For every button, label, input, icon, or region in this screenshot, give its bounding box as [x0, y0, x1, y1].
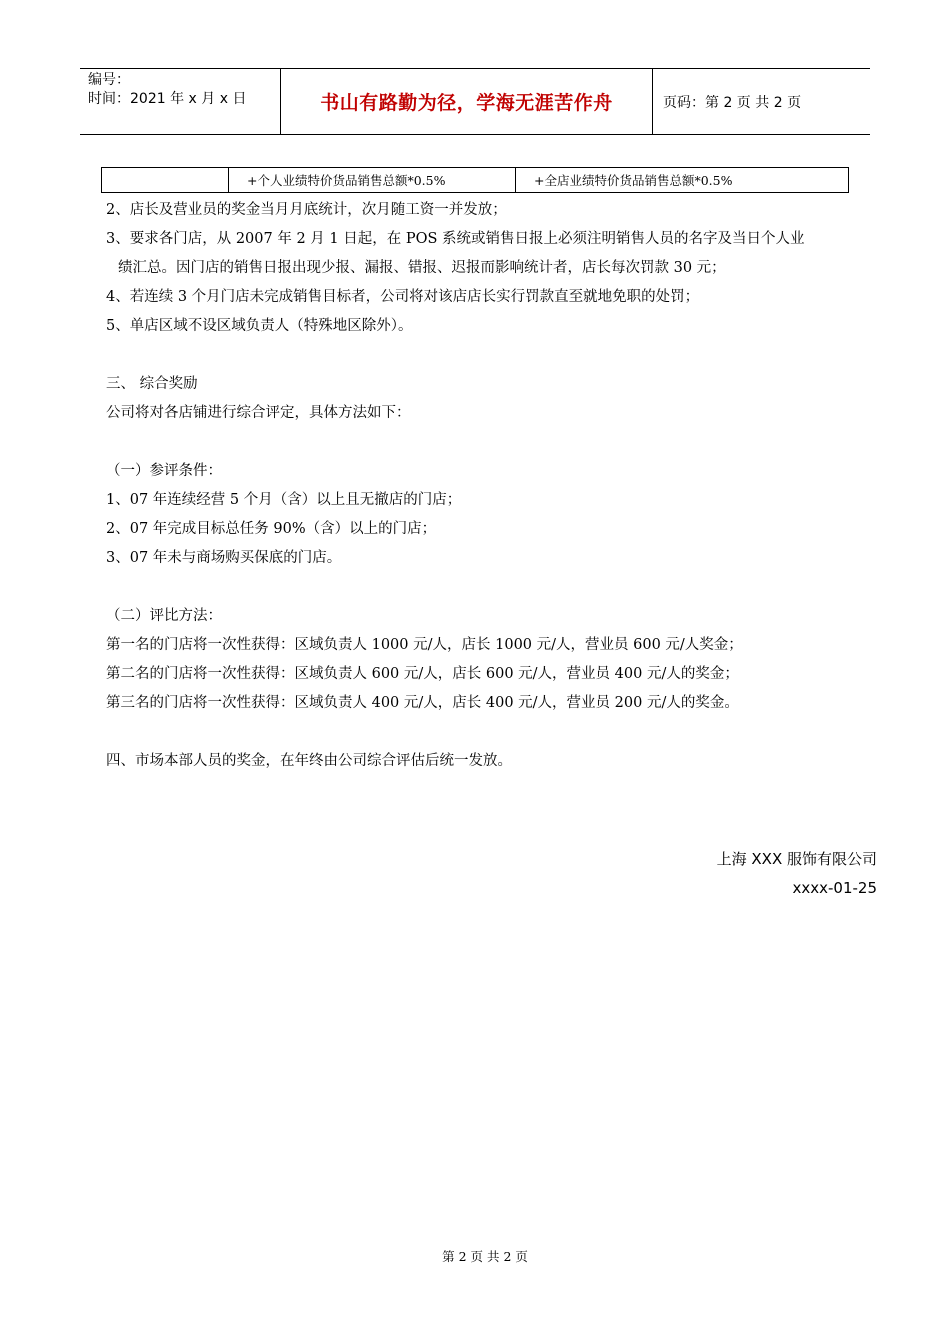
body-line: 4、若连续 3 个月门店未完成销售目标者，公司将对该店店长实行罚款直至就地免职的处罚； [106, 289, 700, 305]
body-line: 1、07 年连续经营 5 个月（含）以上且无撤店的门店； [106, 492, 462, 508]
header-time: 时间：2021 年 x 月 x 日 [88, 91, 247, 107]
section-heading: 三、 综合奖励 [106, 376, 198, 392]
body-line: 公司将对各店铺进行综合评定，具体方法如下： [106, 405, 411, 421]
company-name: 上海 XXX 服饰有限公司 [716, 850, 877, 868]
section-heading: 四、市场本部人员的奖金，在年终由公司综合评估后统一发放。 [106, 753, 512, 769]
spacer [106, 341, 886, 370]
page-header [80, 68, 870, 135]
page-footer: 第 2 页 共 2 页 [442, 1249, 528, 1264]
table-cell-personal: +个人业绩特价货品销售总额*0.5% [229, 168, 516, 193]
table-row [102, 168, 849, 193]
document-body [106, 196, 886, 776]
body-line: 3、要求各门店，从 2007 年 2 月 1 日起，在 POS 系统或销售日报上必须注明销售人员的名字及当日个人业 [106, 231, 805, 247]
spacer [106, 718, 886, 747]
body-line: 第三名的门店将一次性获得：区域负责人 400 元/人，店长 400 元/人，营业员 200 元/人的奖金。 [106, 695, 739, 711]
body-line: 2、07 年完成目标总任务 90%（含）以上的门店； [106, 521, 437, 537]
body-line: 第一名的门店将一次性获得：区域负责人 1000 元/人，店长 1000 元/人，营业员 600 元/人奖金； [106, 637, 743, 653]
table-cell-store: +全店业绩特价货品销售总额*0.5% [516, 168, 849, 193]
body-line: 绩汇总。因门店的销售日报出现少报、漏报、错报、迟报而影响统计者，店长每次罚款 30 元； [118, 260, 726, 276]
spacer [106, 573, 886, 602]
header-meta [80, 69, 281, 134]
bonus-table-fragment [101, 167, 849, 193]
subsection-heading: （一）参评条件： [106, 463, 222, 479]
signature-date: xxxx-01-25 [792, 879, 877, 897]
table-cell-empty [102, 168, 229, 193]
header-motto: 书山有路勤为径，学海无涯苦作舟 [281, 69, 653, 134]
body-line: 第二名的门店将一次性获得：区域负责人 600 元/人，店长 600 元/人，营业员 400 元/人的奖金； [106, 666, 739, 682]
spacer [106, 428, 886, 457]
body-line: 3、07 年未与商场购买保底的门店。 [106, 550, 342, 566]
body-line: 2、店长及营业员的奖金当月月底统计，次月随工资一并发放； [106, 202, 507, 218]
header-page-number: 页码：第 2 页 共 2 页 [663, 94, 802, 111]
subsection-heading: （二）评比方法： [106, 608, 222, 624]
body-line: 5、单店区域不设区域负责人（特殊地区除外）。 [106, 318, 413, 334]
signature-block [717, 845, 877, 903]
header-number: 编号： [88, 72, 130, 88]
